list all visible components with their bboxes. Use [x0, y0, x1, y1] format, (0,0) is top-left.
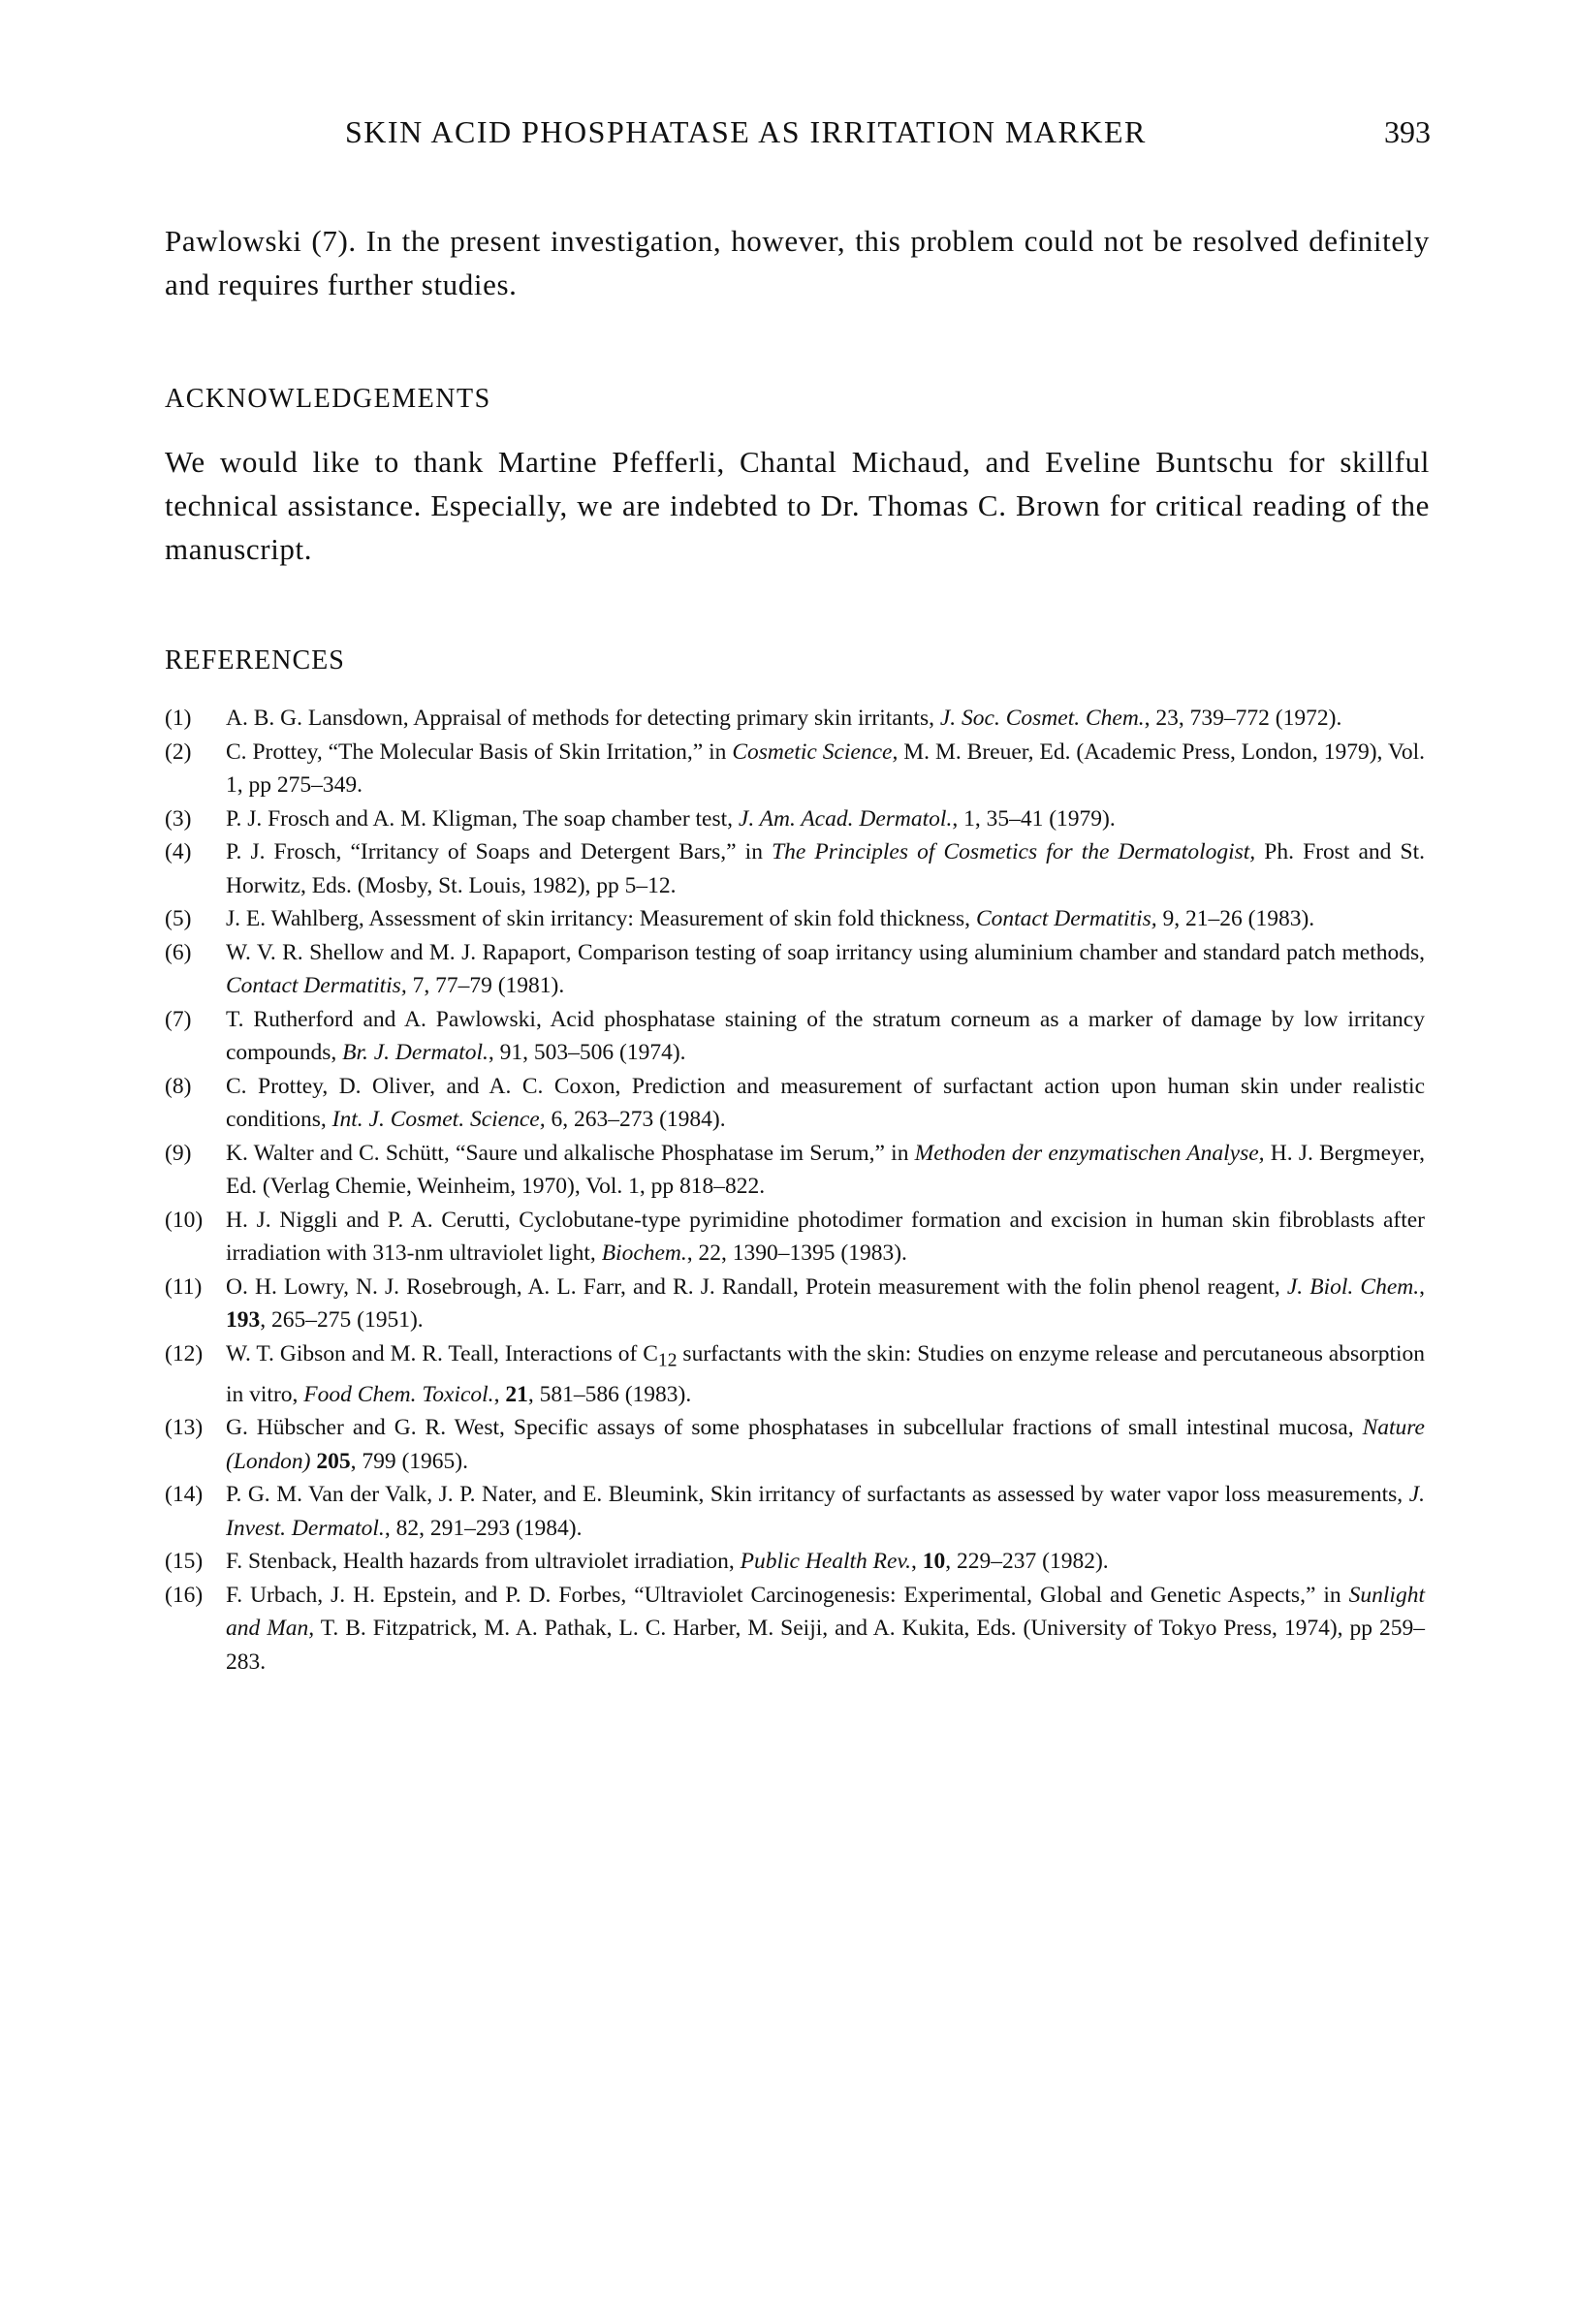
- reference-item: [165, 1579, 1425, 1680]
- reference-citation: F. Stenback, Health hazards from ultraviolet irradiation, Public Health Rev., 10, 229–237 (1982).: [226, 1549, 1109, 1575]
- reference-citation: F. Urbach, J. H. Epstein, and P. D. Forbes, “Ultraviolet Carcinogenesis: Experimental, Global and Genetic Aspects,” in Sunlight and Man, T. B. Fitzpatrick, M. A. Pathak, L. C. Harber, M. Seiji, and A. Kukita, Eds. (University of Tokyo Press, 1974), pp 259–283.: [226, 1582, 1425, 1675]
- reference-item: [165, 835, 1425, 902]
- reference-item: [165, 1204, 1425, 1271]
- reference-citation: P. J. Frosch, “Irritancy of Soaps and Detergent Bars,” in The Principles of Cosmetics for the Dermatologist, Ph. Frost and St. Horwitz, Eds. (Mosby, St. Louis, 1982), pp 5–12.: [226, 839, 1426, 898]
- references-list: [165, 702, 1425, 1679]
- reference-citation: W. V. R. Shellow and M. J. Rapaport, Comparison testing of soap irritancy using aluminium chamber and standard patch methods, Contact Dermatitis, 7, 77–79 (1981).: [226, 939, 1425, 998]
- reference-citation: W. T. Gibson and M. R. Teall, Interactions of $C_{12}$ surfactants with the skin: Studies on enzyme release and percutaneous absorption in vitro, Food Chem. Toxicol., 21, 581–586 (1983).: [226, 1340, 1425, 1407]
- reference-number: (10): [165, 1207, 204, 1233]
- page-number: 393: [1384, 114, 1431, 149]
- reference-number: (2): [165, 738, 192, 765]
- reference-number: (8): [165, 1073, 192, 1099]
- reference-citation: A. B. G. Lansdown, Appraisal of methods for detecting primary skin irritants, J. Soc. Cosmet. Chem., 23, 739–772 (1972).: [226, 706, 1342, 731]
- reference-citation: T. Rutherford and A. Pawlowski, Acid phosphatase staining of the stratum corneum as a marker of damage by low irritancy compounds, Br. J. Dermatol., 91, 503–506 (1974).: [226, 1006, 1425, 1065]
- reference-number: (11): [165, 1273, 203, 1300]
- reference-number: (5): [165, 906, 192, 931]
- reference-citation: H. J. Niggli and P. A. Cerutti, Cyclobutane-type pyrimidine photodimer formation and excision in human skin fibroblasts after irradiation with 313-nm ultraviolet light, Biochem., 22, 1390–1395 (1983).: [226, 1207, 1425, 1266]
- reference-citation: P. J. Frosch and A. M. Kligman, The soap chamber test, J. Am. Acad. Dermatol., 1, 35–41 (1979).: [226, 805, 1116, 832]
- reference-citation: G. Hübscher and G. R. West, Specific assays of some phosphatases in subcellular fractions of small intestinal mucosa, Nature (London) 205, 799 (1965).: [226, 1415, 1425, 1474]
- reference-citation: K. Walter and C. Schütt, “Saure und alkalische Phosphatase im Serum,” in Methoden der enzymatischen Analyse, H. J. Bergmeyer, Ed. (Verlag Chemie, Weinheim, 1970), Vol. 1, pp 818–822.: [226, 1140, 1425, 1199]
- running-head-title: SKIN ACID PHOSPHATASE AS IRRITATION MARKER: [345, 114, 1147, 149]
- continuation-paragraph: Pawlowski (7). In the present investigation, however, this problem could not be resolved definitely and requires further studies.: [165, 224, 1430, 301]
- reference-number: (1): [165, 706, 192, 731]
- acknowledgements-heading: ACKNOWLEDGEMENTS: [165, 384, 491, 414]
- reference-item: [165, 1545, 1425, 1579]
- reference-item: [165, 902, 1425, 936]
- reference-item: [165, 1070, 1425, 1137]
- acknowledgements-paragraph: We would like to thank Martine Pfefferli, Chantal Michaud, and Eveline Buntschu for skillful technical assistance. Especially, we are indebted to Dr. Thomas C. Brown for critical reading of the manuscript.: [165, 445, 1430, 566]
- reference-number: (16): [165, 1582, 204, 1608]
- reference-number: (13): [165, 1415, 204, 1441]
- reference-number: (7): [165, 1006, 192, 1032]
- references-heading: REFERENCES: [165, 645, 345, 675]
- reference-item: [165, 1337, 1425, 1412]
- reference-number: (15): [165, 1549, 204, 1575]
- reference-number: (3): [165, 805, 192, 832]
- reference-item: [165, 1411, 1425, 1478]
- reference-number: (6): [165, 939, 192, 965]
- reference-number: (12): [165, 1340, 204, 1366]
- reference-citation: C. Prottey, “The Molecular Basis of Skin Irritation,” in Cosmetic Science, M. M. Breuer, Ed. (Academic Press, London, 1979), Vol. 1, pp 275–349.: [226, 738, 1425, 798]
- reference-item: [165, 736, 1425, 802]
- reference-number: (4): [165, 839, 192, 864]
- reference-item: [165, 936, 1425, 1003]
- reference-citation: O. H. Lowry, N. J. Rosebrough, A. L. Farr, and R. J. Randall, Protein measurement with the folin phenol reagent, J. Biol. Chem., 193, 265–275 (1951).: [226, 1273, 1426, 1333]
- reference-number: (9): [165, 1140, 192, 1166]
- reference-citation: P. G. M. Van der Valk, J. P. Nater, and E. Bleumink, Skin irritancy of surfactants as assessed by water vapor loss measurements, J. Invest. Dermatol., 82, 291–293 (1984).: [226, 1482, 1425, 1541]
- reference-item: [165, 1478, 1425, 1545]
- reference-item: [165, 1137, 1425, 1204]
- reference-citation: J. E. Wahlberg, Assessment of skin irritancy: Measurement of skin fold thickness, Contact Dermatitis, 9, 21–26 (1983).: [226, 906, 1315, 931]
- reference-item: [165, 1003, 1425, 1070]
- reference-item: [165, 702, 1425, 736]
- reference-item: [165, 1271, 1425, 1337]
- reference-item: [165, 802, 1425, 836]
- reference-number: (14): [165, 1482, 204, 1508]
- reference-citation: C. Prottey, D. Oliver, and A. C. Coxon, Prediction and measurement of surfactant action upon human skin under realistic conditions, Int. J. Cosmet. Science, 6, 263–273 (1984).: [226, 1073, 1425, 1132]
